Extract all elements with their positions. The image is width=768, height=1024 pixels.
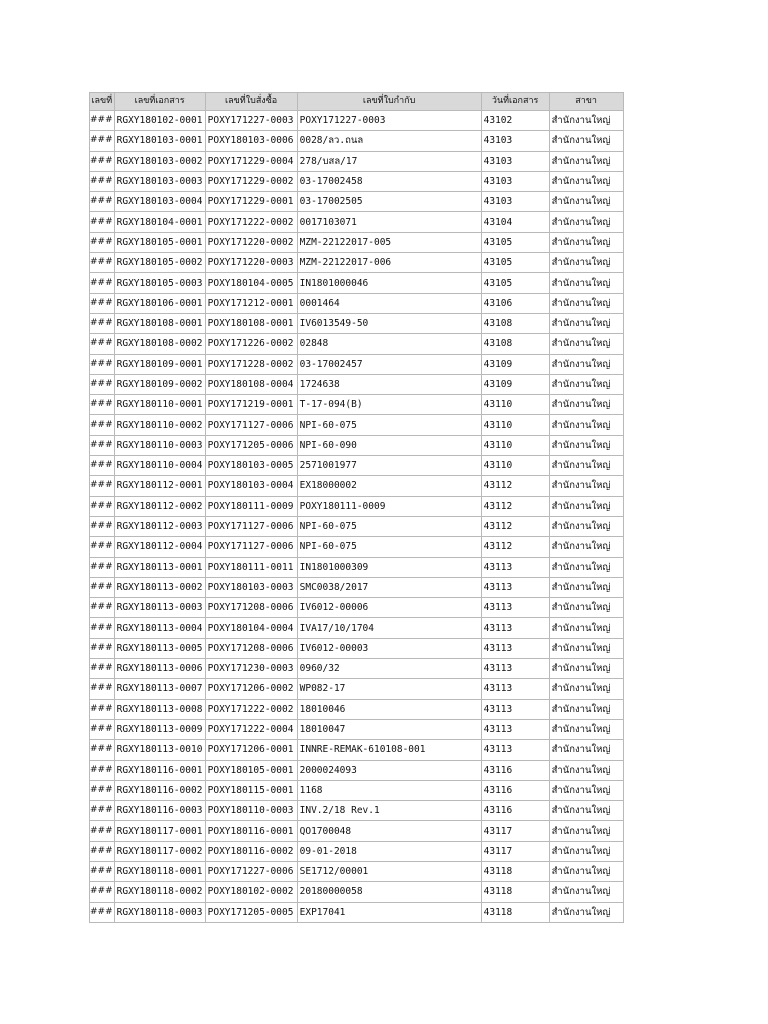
branch-cell: สำนักงานใหญ่ [549,253,623,273]
invoice-number-cell: NPI-60-075 [297,537,481,557]
invoice-number-cell: 0017103071 [297,212,481,232]
table-row [90,557,624,577]
row-number-cell: ### [90,253,115,273]
document-number-cell: RGXY180104-0001 [114,212,205,232]
branch-cell: สำนักงานใหญ่ [549,719,623,739]
document-date-cell: 43117 [481,841,549,861]
invoice-number-cell: SE1712/00001 [297,861,481,881]
document-number-cell: RGXY180110-0002 [114,415,205,435]
document-date-cell: 43104 [481,212,549,232]
table-row [90,760,624,780]
document-number-cell: RGXY180113-0007 [114,679,205,699]
document-date-cell: 43113 [481,557,549,577]
invoice-number-cell: 1168 [297,780,481,800]
document-number-cell: RGXY180112-0004 [114,537,205,557]
document-date-cell: 43110 [481,395,549,415]
invoice-number-cell: 03-17002458 [297,171,481,191]
table-row [90,841,624,861]
row-number-cell: ### [90,740,115,760]
purchase-order-cell: POXY171226-0002 [205,334,297,354]
document-number-cell: RGXY180117-0002 [114,841,205,861]
branch-cell: สำนักงานใหญ่ [549,192,623,212]
invoice-number-cell: 2571001977 [297,456,481,476]
invoice-number-cell: WP082-17 [297,679,481,699]
purchase-order-cell: POXY171220-0003 [205,253,297,273]
document-date-cell: 43109 [481,374,549,394]
document-date-cell: 43103 [481,192,549,212]
row-number-cell: ### [90,841,115,861]
table-row [90,374,624,394]
invoice-number-cell: INNRE-REMAK-610108-001 [297,740,481,760]
document-date-cell: 43113 [481,699,549,719]
invoice-number-cell: 18010046 [297,699,481,719]
branch-cell: สำนักงานใหญ่ [549,435,623,455]
purchase-order-cell: POXY171205-0005 [205,902,297,922]
purchase-order-cell: POXY180116-0001 [205,821,297,841]
branch-cell: สำนักงานใหญ่ [549,212,623,232]
document-number-cell: RGXY180113-0003 [114,598,205,618]
table-row [90,232,624,252]
branch-cell: สำนักงานใหญ่ [549,618,623,638]
invoice-number-cell: 03-17002457 [297,354,481,374]
document-number-cell: RGXY180112-0003 [114,516,205,536]
row-number-cell: ### [90,456,115,476]
document-number-cell: RGXY180103-0003 [114,171,205,191]
row-number-cell: ### [90,780,115,800]
invoice-number-cell: NPI-60-075 [297,516,481,536]
document-date-cell: 43102 [481,111,549,131]
row-number-cell: ### [90,577,115,597]
purchase-order-cell: POXY171127-0006 [205,537,297,557]
document-number-cell: RGXY180108-0001 [114,313,205,333]
invoice-number-cell: NPI-60-090 [297,435,481,455]
row-number-cell: ### [90,598,115,618]
document-number-cell: RGXY180118-0002 [114,882,205,902]
table-row [90,618,624,638]
document-date-cell: 43118 [481,882,549,902]
invoice-number-cell: 278/บสล/17 [297,151,481,171]
purchase-order-cell: POXY171127-0006 [205,415,297,435]
purchase-order-cell: POXY171205-0006 [205,435,297,455]
table-row [90,496,624,516]
invoice-number-cell: EXP17041 [297,902,481,922]
document-number-cell: RGXY180106-0001 [114,293,205,313]
document-date-cell: 43105 [481,273,549,293]
document-date-cell: 43113 [481,719,549,739]
branch-cell: สำนักงานใหญ่ [549,659,623,679]
purchase-order-cell: POXY171229-0001 [205,192,297,212]
branch-cell: สำนักงานใหญ่ [549,476,623,496]
header-document-number: เลขที่เอกสาร [114,93,205,111]
table-row [90,334,624,354]
invoice-number-cell: POXY171227-0003 [297,111,481,131]
purchase-order-cell: POXY180110-0003 [205,801,297,821]
row-number-cell: ### [90,638,115,658]
row-number-cell: ### [90,496,115,516]
row-number-cell: ### [90,151,115,171]
row-number-cell: ### [90,882,115,902]
document-number-cell: RGXY180113-0005 [114,638,205,658]
invoice-number-cell: IN1801000309 [297,557,481,577]
table-row [90,354,624,374]
document-date-cell: 43103 [481,151,549,171]
purchase-order-cell: POXY171222-0002 [205,699,297,719]
document-date-cell: 43105 [481,232,549,252]
row-number-cell: ### [90,415,115,435]
header-purchase-order-number: เลขที่ใบสั่งซื้อ [205,93,297,111]
row-number-cell: ### [90,902,115,922]
document-date-cell: 43108 [481,334,549,354]
invoice-number-cell: 02848 [297,334,481,354]
branch-cell: สำนักงานใหญ่ [549,374,623,394]
document-number-cell: RGXY180108-0002 [114,334,205,354]
row-number-cell: ### [90,111,115,131]
row-number-cell: ### [90,537,115,557]
document-date-cell: 43116 [481,760,549,780]
row-number-cell: ### [90,192,115,212]
branch-cell: สำนักงานใหญ่ [549,171,623,191]
branch-cell: สำนักงานใหญ่ [549,496,623,516]
branch-cell: สำนักงานใหญ่ [549,516,623,536]
document-number-cell: RGXY180103-0004 [114,192,205,212]
table-row [90,861,624,881]
document-date-cell: 43113 [481,679,549,699]
purchase-order-cell: POXY180103-0004 [205,476,297,496]
table-row [90,598,624,618]
document-number-cell: RGXY180118-0003 [114,902,205,922]
purchase-order-cell: POXY180115-0001 [205,780,297,800]
row-number-cell: ### [90,618,115,638]
table-row [90,902,624,922]
branch-cell: สำนักงานใหญ่ [549,638,623,658]
branch-cell: สำนักงานใหญ่ [549,131,623,151]
table-row [90,171,624,191]
purchase-order-cell: POXY180111-0009 [205,496,297,516]
table-row [90,111,624,131]
document-number-cell: RGXY180117-0001 [114,821,205,841]
document-number-cell: RGXY180118-0001 [114,861,205,881]
document-date-cell: 43118 [481,902,549,922]
purchase-order-cell: POXY171212-0001 [205,293,297,313]
document-date-cell: 43112 [481,516,549,536]
document-number-cell: RGXY180105-0002 [114,253,205,273]
row-number-cell: ### [90,273,115,293]
purchase-order-cell: POXY171222-0002 [205,212,297,232]
document-date-cell: 43113 [481,638,549,658]
branch-cell: สำนักงานใหญ่ [549,679,623,699]
row-number-cell: ### [90,699,115,719]
document-number-cell: RGXY180110-0001 [114,395,205,415]
row-number-cell: ### [90,435,115,455]
table-row [90,740,624,760]
branch-cell: สำนักงานใหญ่ [549,151,623,171]
document-number-cell: RGXY180105-0003 [114,273,205,293]
purchase-order-cell: POXY171227-0003 [205,111,297,131]
document-number-cell: RGXY180113-0004 [114,618,205,638]
document-date-cell: 43112 [481,476,549,496]
document-number-cell: RGXY180112-0002 [114,496,205,516]
purchase-order-cell: POXY171228-0002 [205,354,297,374]
purchase-order-cell: POXY171220-0002 [205,232,297,252]
table-row [90,192,624,212]
row-number-cell: ### [90,801,115,821]
table-row [90,719,624,739]
purchase-order-cell: POXY171230-0003 [205,659,297,679]
branch-cell: สำนักงานใหญ่ [549,740,623,760]
branch-cell: สำนักงานใหญ่ [549,415,623,435]
invoice-number-cell: NPI-60-075 [297,415,481,435]
purchase-order-cell: POXY180116-0002 [205,841,297,861]
invoice-number-cell: IV6012-00006 [297,598,481,618]
document-number-cell: RGXY180112-0001 [114,476,205,496]
invoice-number-cell: IVA17/10/1704 [297,618,481,638]
purchase-order-cell: POXY171206-0002 [205,679,297,699]
table-row [90,476,624,496]
table-row [90,801,624,821]
branch-cell: สำนักงานใหญ่ [549,334,623,354]
invoice-number-cell: 09-01-2018 [297,841,481,861]
row-number-cell: ### [90,313,115,333]
row-number-cell: ### [90,679,115,699]
branch-cell: สำนักงานใหญ่ [549,821,623,841]
table-row [90,131,624,151]
table-row [90,882,624,902]
table-row [90,293,624,313]
purchase-order-cell: POXY171127-0006 [205,516,297,536]
invoice-number-cell: QO1700048 [297,821,481,841]
document-number-cell: RGXY180105-0001 [114,232,205,252]
document-date-cell: 43113 [481,618,549,638]
document-number-cell: RGXY180116-0002 [114,780,205,800]
document-date-cell: 43110 [481,456,549,476]
document-date-cell: 43113 [481,598,549,618]
document-number-cell: RGXY180110-0004 [114,456,205,476]
document-number-cell: RGXY180113-0002 [114,577,205,597]
row-number-cell: ### [90,354,115,374]
document-number-cell: RGXY180103-0002 [114,151,205,171]
row-number-cell: ### [90,476,115,496]
table-row [90,273,624,293]
document-date-cell: 43116 [481,801,549,821]
row-number-cell: ### [90,232,115,252]
document-date-cell: 43117 [481,821,549,841]
branch-cell: สำนักงานใหญ่ [549,841,623,861]
purchase-order-cell: POXY180104-0004 [205,618,297,638]
invoice-number-cell: IV6013549-50 [297,313,481,333]
table-row [90,577,624,597]
document-number-cell: RGXY180113-0010 [114,740,205,760]
purchase-order-cell: POXY180111-0011 [205,557,297,577]
row-number-cell: ### [90,395,115,415]
document-date-cell: 43106 [481,293,549,313]
purchase-order-cell: POXY180103-0005 [205,456,297,476]
document-number-cell: RGXY180113-0001 [114,557,205,577]
document-date-cell: 43113 [481,577,549,597]
purchase-order-cell: POXY171219-0001 [205,395,297,415]
document-number-cell: RGXY180116-0003 [114,801,205,821]
branch-cell: สำนักงานใหญ่ [549,882,623,902]
branch-cell: สำนักงานใหญ่ [549,273,623,293]
invoice-number-cell: SMC0038/2017 [297,577,481,597]
table-row [90,537,624,557]
purchase-order-cell: POXY171222-0004 [205,719,297,739]
purchase-order-cell: POXY180108-0004 [205,374,297,394]
table-row [90,638,624,658]
document-date-cell: 43110 [481,415,549,435]
document-number-cell: RGXY180109-0001 [114,354,205,374]
row-number-cell: ### [90,334,115,354]
invoice-number-cell: 03-17002505 [297,192,481,212]
invoice-number-cell: 20180000058 [297,882,481,902]
purchase-order-cell: POXY171229-0004 [205,151,297,171]
document-date-cell: 43105 [481,253,549,273]
invoice-number-cell: EX18000002 [297,476,481,496]
purchase-order-cell: POXY171206-0001 [205,740,297,760]
branch-cell: สำนักงานใหญ่ [549,577,623,597]
table-row [90,435,624,455]
document-date-cell: 43116 [481,780,549,800]
document-date-cell: 43112 [481,496,549,516]
branch-cell: สำนักงานใหญ่ [549,313,623,333]
table-row [90,253,624,273]
invoice-number-cell: MZM-22122017-006 [297,253,481,273]
document-date-cell: 43103 [481,131,549,151]
invoice-number-cell: 18010047 [297,719,481,739]
header-branch: สาขา [549,93,623,111]
purchase-order-cell: POXY171208-0006 [205,638,297,658]
table-row [90,699,624,719]
purchase-order-cell: POXY180103-0003 [205,577,297,597]
purchase-order-cell: POXY180105-0001 [205,760,297,780]
document-number-cell: RGXY180113-0006 [114,659,205,679]
branch-cell: สำนักงานใหญ่ [549,395,623,415]
row-number-cell: ### [90,293,115,313]
document-date-cell: 43118 [481,861,549,881]
purchase-order-cell: POXY180102-0002 [205,882,297,902]
purchase-order-cell: POXY180103-0006 [205,131,297,151]
invoice-number-cell: POXY180111-0009 [297,496,481,516]
row-number-cell: ### [90,659,115,679]
table-row [90,780,624,800]
branch-cell: สำนักงานใหญ่ [549,902,623,922]
branch-cell: สำนักงานใหญ่ [549,232,623,252]
document-date-cell: 43108 [481,313,549,333]
row-number-cell: ### [90,374,115,394]
branch-cell: สำนักงานใหญ่ [549,861,623,881]
document-date-cell: 43112 [481,537,549,557]
branch-cell: สำนักงานใหญ่ [549,354,623,374]
purchase-order-cell: POXY180104-0005 [205,273,297,293]
header-invoice-number: เลขที่ใบกำกับ [297,93,481,111]
invoice-number-cell: 0001464 [297,293,481,313]
table-row [90,395,624,415]
table-row [90,679,624,699]
table-row [90,151,624,171]
branch-cell: สำนักงานใหญ่ [549,557,623,577]
branch-cell: สำนักงานใหญ่ [549,537,623,557]
branch-cell: สำนักงานใหญ่ [549,598,623,618]
invoice-number-cell: MZM-22122017-005 [297,232,481,252]
document-number-cell: RGXY180116-0001 [114,760,205,780]
purchase-order-cell: POXY171208-0006 [205,598,297,618]
invoice-number-cell: T-17-094(B) [297,395,481,415]
branch-cell: สำนักงานใหญ่ [549,111,623,131]
branch-cell: สำนักงานใหญ่ [549,293,623,313]
document-date-cell: 43113 [481,659,549,679]
invoice-number-cell: INV.2/18 Rev.1 [297,801,481,821]
table-row [90,821,624,841]
row-number-cell: ### [90,131,115,151]
document-number-cell: RGXY180109-0002 [114,374,205,394]
table-row [90,516,624,536]
branch-cell: สำนักงานใหญ่ [549,699,623,719]
row-number-cell: ### [90,719,115,739]
row-number-cell: ### [90,861,115,881]
branch-cell: สำนักงานใหญ่ [549,780,623,800]
invoice-number-cell: 1724638 [297,374,481,394]
row-number-cell: ### [90,821,115,841]
document-number-cell: RGXY180113-0008 [114,699,205,719]
document-date-cell: 43110 [481,435,549,455]
branch-cell: สำนักงานใหญ่ [549,801,623,821]
invoice-number-cell: 2000024093 [297,760,481,780]
invoice-number-cell: IV6012-00003 [297,638,481,658]
branch-cell: สำนักงานใหญ่ [549,760,623,780]
table-row [90,415,624,435]
document-number-cell: RGXY180103-0001 [114,131,205,151]
table-header-row [90,93,624,111]
purchase-order-cell: POXY171227-0006 [205,861,297,881]
document-date-cell: 43109 [481,354,549,374]
branch-cell: สำนักงานใหญ่ [549,456,623,476]
purchase-order-cell: POXY180108-0001 [205,313,297,333]
purchase-order-cell: POXY171229-0002 [205,171,297,191]
header-row-number: เลขที่ [90,93,115,111]
row-number-cell: ### [90,760,115,780]
table-row [90,212,624,232]
document-date-cell: 43103 [481,171,549,191]
document-number-cell: RGXY180113-0009 [114,719,205,739]
table-row [90,313,624,333]
table-row [90,456,624,476]
document-table [89,92,624,923]
invoice-number-cell: 0028/ลว.ถนล [297,131,481,151]
header-document-date: วันที่เอกสาร [481,93,549,111]
row-number-cell: ### [90,212,115,232]
invoice-number-cell: IN1801000046 [297,273,481,293]
row-number-cell: ### [90,557,115,577]
row-number-cell: ### [90,171,115,191]
document-date-cell: 43113 [481,740,549,760]
row-number-cell: ### [90,516,115,536]
table-row [90,659,624,679]
document-number-cell: RGXY180102-0001 [114,111,205,131]
invoice-number-cell: 0960/32 [297,659,481,679]
document-number-cell: RGXY180110-0003 [114,435,205,455]
